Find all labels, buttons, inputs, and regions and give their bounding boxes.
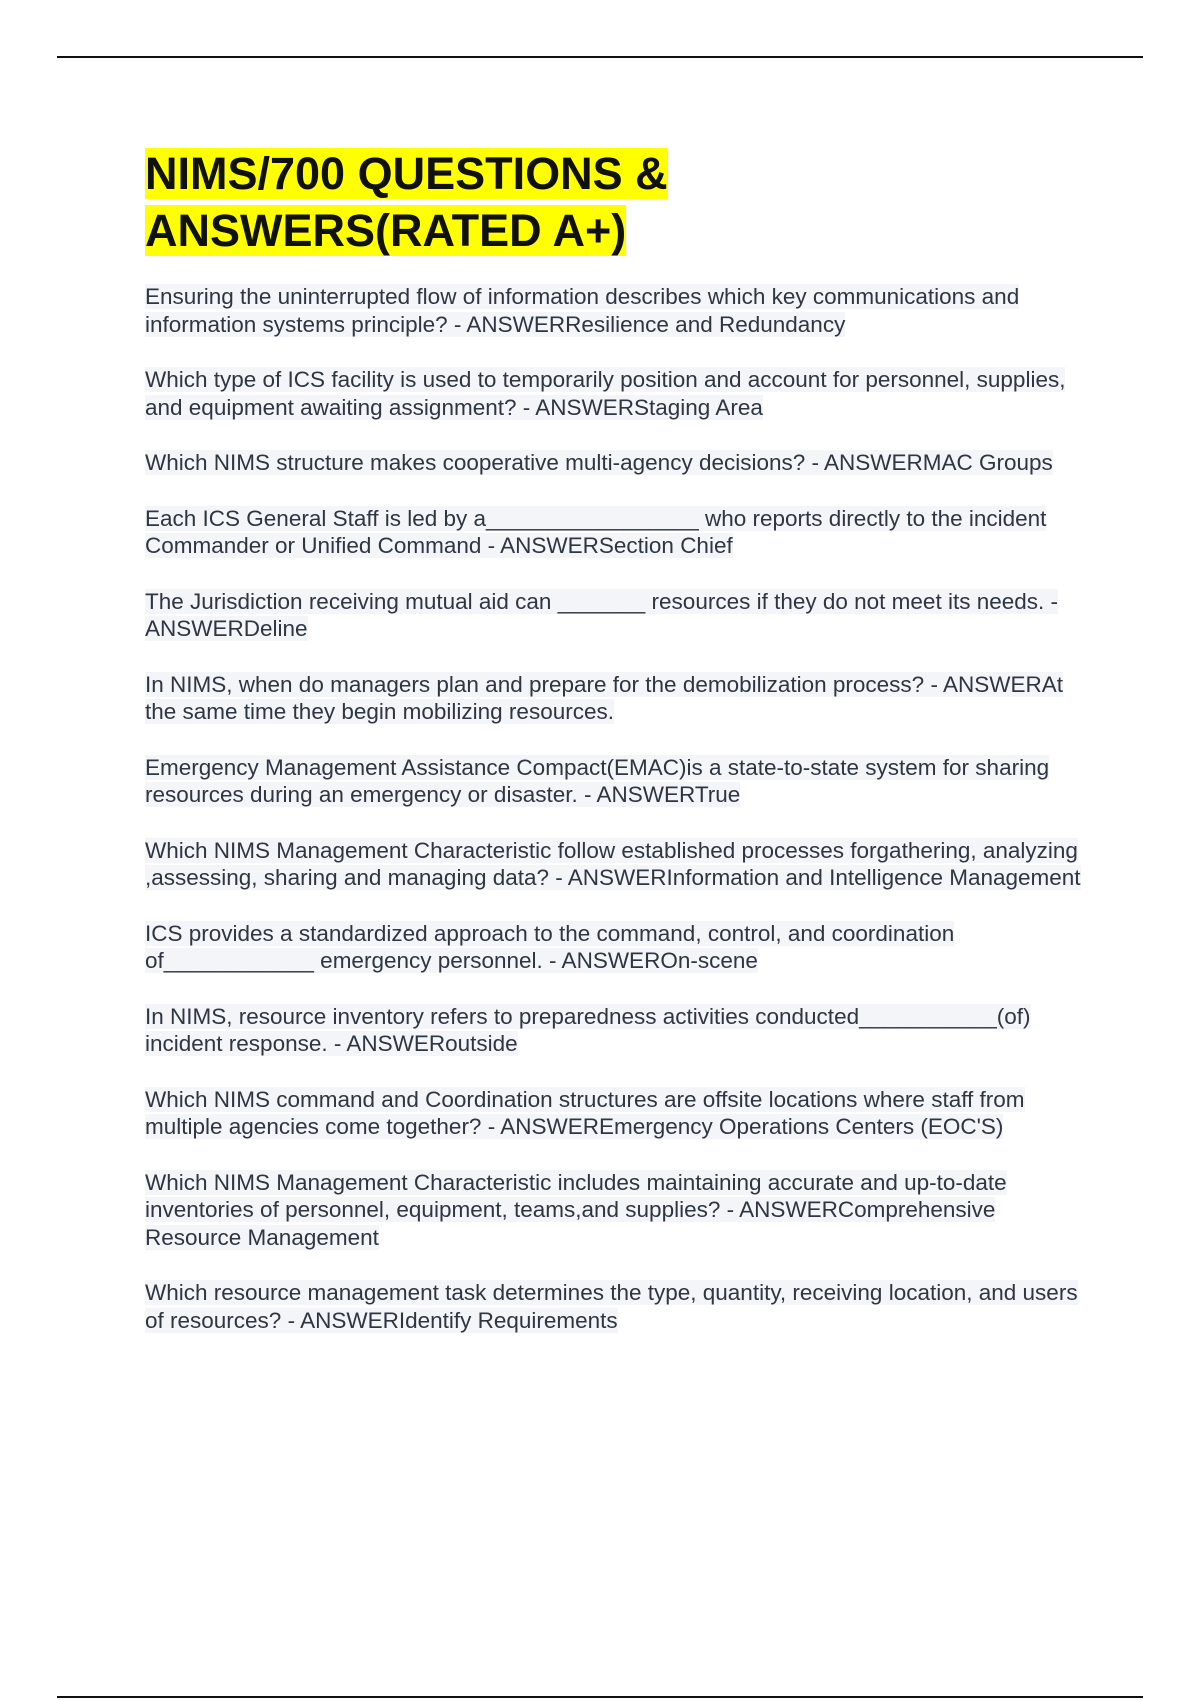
qa-item: Which NIMS Management Characteristic follow established processes forgathering, analyzing ,assessing, sharing and managing data? - ANSWERInformation and Intelligence Management — [145, 837, 1081, 890]
qa-item: The Jurisdiction receiving mutual aid can _______ resources if they do not meet its needs. - ANSWERDeline — [145, 588, 1058, 641]
qa-item: Each ICS General Staff is led by a_________________ who reports directly to the incident Commander or Unified Command - ANSWERSection Chief — [145, 505, 1047, 558]
qa-item: In NIMS, when do managers plan and prepare for the demobilization process? - ANSWERAt the same time they begin mobilizing resources. — [145, 671, 1063, 724]
title-line-2: ANSWERS(RATED A+) — [145, 205, 627, 256]
qa-item: Which resource management task determines the type, quantity, receiving location, and users of resources? - ANSWERIdentify Requirements — [145, 1280, 1078, 1333]
top-rule — [57, 56, 1143, 58]
qa-item: Which NIMS command and Coordination structures are offsite locations where staff from multiple agencies come together? - ANSWEREmergency Operations Centers (EOC'S) — [145, 1086, 1025, 1139]
qa-item: Ensuring the uninterrupted flow of information describes which key communications and information systems principle? - ANSWERResilience and Redundancy — [145, 284, 1020, 337]
qa-item: In NIMS, resource inventory refers to preparedness activities conducted___________(of) incident response. - ANSWERoutside — [145, 1003, 1031, 1056]
bottom-rule — [57, 1696, 1143, 1698]
qa-item: Emergency Management Assistance Compact(EMAC)is a state-to-state system for sharing resources during an emergency or disaster. - ANSWERTrue — [145, 754, 1050, 807]
title-line-1: NIMS/700 QUESTIONS & — [145, 148, 668, 199]
qa-item: Which NIMS Management Characteristic includes maintaining accurate and up-to-date inventories of personnel, equipment, teams,and supplies? - ANSWERComprehensive Resource Management — [145, 1169, 1007, 1250]
qa-item: Which type of ICS facility is used to temporarily position and account for personnel, supplies, and equipment awaiting assignment? - ANSWERStaging Area — [145, 367, 1066, 420]
document-title — [145, 145, 1095, 259]
qa-item: ICS provides a standardized approach to the command, control, and coordination of____________ emergency personnel. - ANSWEROn-scene — [145, 920, 955, 973]
document-body — [145, 145, 1095, 1362]
qa-item: Which NIMS structure makes cooperative multi-agency decisions? - ANSWERMAC Groups — [145, 450, 1053, 475]
